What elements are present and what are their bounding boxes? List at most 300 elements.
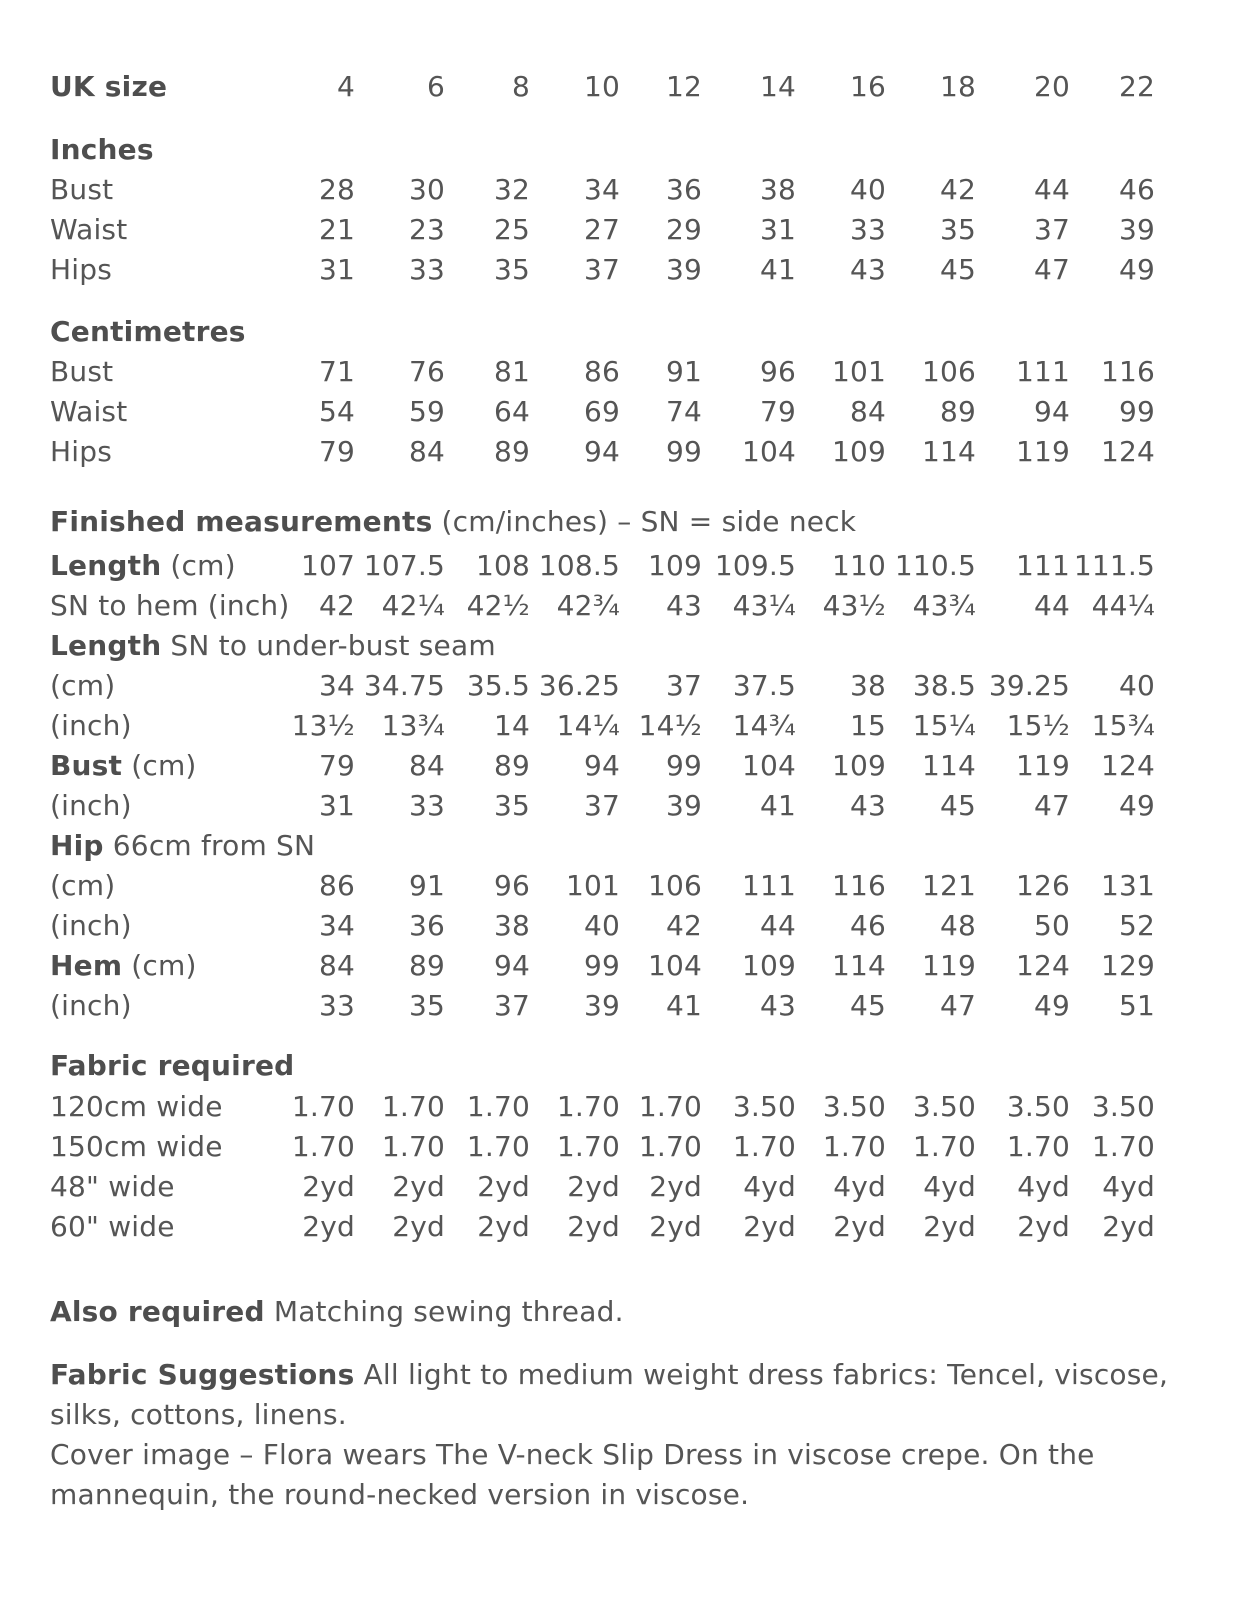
fabric-section-title-row	[0, 1046, 1240, 1086]
row-label	[50, 866, 115, 906]
cell-size-16: 114	[831, 949, 886, 982]
cell-size-12: 99	[665, 435, 702, 468]
row-label-text: SN to under-bust seam	[161, 629, 496, 662]
cell-size-16: 84	[849, 395, 886, 428]
cell-size-4: 31	[318, 789, 355, 822]
cell-size-16: 43	[849, 789, 886, 822]
cell-size-16: 116	[831, 869, 886, 902]
cell-size-22: 3.50	[1091, 1090, 1155, 1123]
cell-size-6: 42¼	[381, 589, 445, 622]
cell-size-8: 35.5	[466, 669, 530, 702]
cell-size-16: 46	[849, 909, 886, 942]
cell-size-4: 34	[318, 669, 355, 702]
cell-size-12: 106	[647, 869, 702, 902]
row-label	[50, 432, 112, 472]
cell-size-14: 3.50	[732, 1090, 796, 1123]
row-label	[50, 826, 315, 866]
cell-size-20: 47	[1033, 789, 1070, 822]
cell-size-12: 39	[665, 253, 702, 286]
cell-size-6: 107.5	[363, 549, 445, 582]
row-label-text: 150cm wide	[50, 1130, 223, 1163]
centimetres-section-title-row	[0, 312, 1240, 352]
cell-size-6: 33	[408, 253, 445, 286]
cell-size-16: 43½	[822, 589, 886, 622]
cell-size-20: 111	[1015, 549, 1070, 582]
cell-size-4: 28	[318, 173, 355, 206]
fabric-suggestions-bold: Fabric Suggestions	[50, 1358, 355, 1391]
cell-size-20: 44	[1033, 589, 1070, 622]
cell-size-20: 4yd	[1017, 1170, 1070, 1203]
cell-size-16: 1.70	[822, 1130, 886, 1163]
row-label-text: Hips	[50, 435, 112, 468]
fabric-row	[0, 1087, 1240, 1127]
cell-size-18: 114	[921, 749, 976, 782]
cell-size-6: 2yd	[392, 1170, 445, 1203]
cell-size-18: 89	[939, 395, 976, 428]
cell-size-22: 111.5	[1073, 549, 1155, 582]
cell-size-8: 25	[493, 213, 530, 246]
cell-size-12: 41	[665, 989, 702, 1022]
cell-size-12: 2yd	[649, 1210, 702, 1243]
row-label	[50, 666, 115, 706]
cell-size-4: 71	[318, 355, 355, 388]
row-label-text: (cm)	[161, 549, 236, 582]
cell-size-6: 33	[408, 789, 445, 822]
cell-size-12: 2yd	[649, 1170, 702, 1203]
cell-size-22: 99	[1118, 395, 1155, 428]
cell-size-18: 45	[939, 789, 976, 822]
cell-size-10: 94	[583, 749, 620, 782]
row-label	[50, 1207, 175, 1247]
cell-size-12: 37	[665, 669, 702, 702]
cell-size-12: 109	[647, 549, 702, 582]
cell-size-22: 49	[1118, 253, 1155, 286]
cell-size-20: 37	[1033, 213, 1070, 246]
cell-size-14: 38	[759, 173, 796, 206]
cell-size-8: 2yd	[477, 1210, 530, 1243]
cell-size-8: 64	[493, 395, 530, 428]
cell-size-12: 29	[665, 213, 702, 246]
finished-row	[0, 946, 1240, 986]
finished-row	[0, 746, 1240, 786]
cell-size-22: 49	[1118, 789, 1155, 822]
cell-size-20: 47	[1033, 253, 1070, 286]
cell-size-6: 35	[408, 989, 445, 1022]
cell-size-20: 50	[1033, 909, 1070, 942]
cell-size-4: 31	[318, 253, 355, 286]
cell-size-6: 13¾	[381, 709, 445, 742]
row-label	[50, 746, 197, 786]
row-label-bold: Length	[50, 549, 162, 582]
row-label-text: Waist	[50, 395, 128, 428]
cell-size-4: 21	[318, 213, 355, 246]
also-required-text: Matching sewing thread.	[264, 1295, 624, 1328]
row-label	[50, 1087, 223, 1127]
cell-size-18: 110.5	[894, 549, 976, 582]
cell-size-20: 15½	[1006, 709, 1070, 742]
cell-size-4: 2yd	[302, 1210, 355, 1243]
cell-size-20: 124	[1015, 949, 1070, 982]
cell-size-16: 2yd	[833, 1210, 886, 1243]
cell-size-18: 114	[921, 435, 976, 468]
cell-size-12: 74	[665, 395, 702, 428]
size-col-7: 16	[849, 70, 886, 103]
cell-size-14: 41	[759, 253, 796, 286]
cell-size-6: 1.70	[381, 1130, 445, 1163]
cell-size-6: 59	[408, 395, 445, 428]
cell-size-20: 94	[1033, 395, 1070, 428]
cell-size-6: 23	[408, 213, 445, 246]
cell-size-20: 2yd	[1017, 1210, 1070, 1243]
finished-row	[0, 986, 1240, 1026]
cell-size-10: 39	[583, 989, 620, 1022]
cell-size-20: 126	[1015, 869, 1070, 902]
cell-size-8: 1.70	[466, 1130, 530, 1163]
cell-size-22: 51	[1118, 989, 1155, 1022]
cell-size-16: 101	[831, 355, 886, 388]
cell-size-10: 101	[565, 869, 620, 902]
uk-size-header-row	[0, 67, 1240, 107]
finished-title-bold: Finished measurements	[50, 505, 433, 538]
row-label	[50, 946, 197, 986]
finished-row	[0, 786, 1240, 826]
fabric-suggestions-note	[50, 1355, 1190, 1435]
cell-size-8: 94	[493, 949, 530, 982]
finished-row	[0, 866, 1240, 906]
cell-size-18: 119	[921, 949, 976, 982]
cell-size-10: 99	[583, 949, 620, 982]
cell-size-4: 79	[318, 435, 355, 468]
cell-size-8: 96	[493, 869, 530, 902]
cell-size-22: 124	[1100, 435, 1155, 468]
row-label-text: 120cm wide	[50, 1090, 223, 1123]
cell-size-18: 38.5	[912, 669, 976, 702]
size-col-4: 10	[583, 70, 620, 103]
cell-size-12: 42	[665, 909, 702, 942]
cell-size-16: 15	[849, 709, 886, 742]
row-label	[50, 546, 236, 586]
cell-size-10: 36.25	[538, 669, 620, 702]
cover-image-note: Cover image – Flora wears The V-neck Slip Dress in viscose crepe. On the mannequin, the round-necked version in viscose.	[50, 1438, 1095, 1511]
cell-size-22: 129	[1100, 949, 1155, 982]
cell-size-18: 2yd	[923, 1210, 976, 1243]
row-label-text: (inch)	[50, 709, 132, 742]
cell-size-14: 43¼	[732, 589, 796, 622]
inches-section-title-row	[0, 130, 1240, 170]
cell-size-4: 86	[318, 869, 355, 902]
cell-size-8: 89	[493, 749, 530, 782]
cell-size-4: 34	[318, 909, 355, 942]
cell-size-8: 38	[493, 909, 530, 942]
row-label-text: Bust	[50, 173, 114, 206]
cell-size-8: 89	[493, 435, 530, 468]
cell-size-14: 4yd	[743, 1170, 796, 1203]
cell-size-10: 40	[583, 909, 620, 942]
fabric-row	[0, 1127, 1240, 1167]
size-col-5: 12	[665, 70, 702, 103]
cell-size-10: 42¾	[556, 589, 620, 622]
size-col-10: 22	[1118, 70, 1155, 103]
also-required-bold: Also required	[50, 1295, 265, 1328]
size-col-9: 20	[1033, 70, 1070, 103]
size-col-3: 8	[511, 70, 530, 103]
cell-size-12: 99	[665, 749, 702, 782]
cell-size-12: 1.70	[638, 1090, 702, 1123]
cell-size-22: 15¾	[1091, 709, 1155, 742]
cell-size-8: 81	[493, 355, 530, 388]
row-label	[50, 706, 132, 746]
row-label	[50, 210, 127, 250]
row-label-text: (cm)	[50, 869, 116, 902]
cell-size-10: 94	[583, 435, 620, 468]
cell-size-16: 4yd	[833, 1170, 886, 1203]
row-label-bold: Bust	[50, 749, 123, 782]
fabric-row	[0, 1207, 1240, 1247]
cell-size-18: 43¾	[912, 589, 976, 622]
finished-section-title	[50, 502, 856, 542]
size-col-1: 4	[336, 70, 355, 103]
cell-size-16: 40	[849, 173, 886, 206]
cell-size-6: 84	[408, 435, 445, 468]
cell-size-20: 119	[1015, 749, 1070, 782]
cell-size-14: 111	[741, 869, 796, 902]
cell-size-14: 44	[759, 909, 796, 942]
cell-size-20: 39.25	[988, 669, 1070, 702]
row-label-text: (cm)	[122, 749, 197, 782]
fabric-section-title: Fabric required	[50, 1049, 295, 1082]
cell-size-4: 107	[300, 549, 355, 582]
cell-size-14: 109	[741, 949, 796, 982]
cell-size-10: 27	[583, 213, 620, 246]
cell-size-14: 79	[759, 395, 796, 428]
cell-size-14: 41	[759, 789, 796, 822]
cell-size-14: 14¾	[732, 709, 796, 742]
cell-size-20: 49	[1033, 989, 1070, 1022]
row-label-bold: Hip	[50, 829, 104, 862]
cell-size-22: 2yd	[1102, 1210, 1155, 1243]
cell-size-6: 36	[408, 909, 445, 942]
cell-size-4: 54	[318, 395, 355, 428]
cell-size-22: 46	[1118, 173, 1155, 206]
cell-size-8: 108	[475, 549, 530, 582]
cell-size-22: 124	[1100, 749, 1155, 782]
inches-row	[0, 170, 1240, 210]
cell-size-6: 30	[408, 173, 445, 206]
row-label	[50, 352, 113, 392]
cell-size-20: 111	[1015, 355, 1070, 388]
row-label-text: Hips	[50, 253, 112, 286]
row-label-bold: Length	[50, 629, 162, 662]
fabric-row	[0, 1167, 1240, 1207]
cell-size-22: 131	[1100, 869, 1155, 902]
cell-size-10: 2yd	[567, 1210, 620, 1243]
finished-row	[0, 626, 1240, 666]
also-required-note	[50, 1292, 1190, 1332]
row-label	[50, 586, 290, 626]
cell-size-8: 35	[493, 789, 530, 822]
cell-size-10: 69	[583, 395, 620, 428]
cell-size-14: 109.5	[714, 549, 796, 582]
row-label-text: 48" wide	[50, 1170, 175, 1203]
uk-size-label: UK size	[50, 70, 168, 103]
row-label	[50, 170, 113, 210]
cell-size-12: 14½	[638, 709, 702, 742]
row-label	[50, 786, 132, 826]
cell-size-6: 76	[408, 355, 445, 388]
cm-row	[0, 352, 1240, 392]
cell-size-18: 48	[939, 909, 976, 942]
cell-size-8: 37	[493, 989, 530, 1022]
cell-size-14: 1.70	[732, 1130, 796, 1163]
cell-size-4: 42	[318, 589, 355, 622]
cell-size-18: 15¼	[912, 709, 976, 742]
cell-size-10: 86	[583, 355, 620, 388]
cell-size-4: 1.70	[291, 1130, 355, 1163]
row-label	[50, 1167, 175, 1207]
cell-size-6: 91	[408, 869, 445, 902]
cm-row	[0, 432, 1240, 472]
cell-size-12: 36	[665, 173, 702, 206]
cell-size-22: 39	[1118, 213, 1155, 246]
finished-title-rest: (cm/inches) – SN = side neck	[432, 505, 857, 538]
cell-size-16: 109	[831, 749, 886, 782]
cell-size-14: 96	[759, 355, 796, 388]
size-col-6: 14	[759, 70, 796, 103]
cell-size-6: 2yd	[392, 1210, 445, 1243]
inches-section-title: Inches	[50, 133, 154, 166]
cell-size-10: 37	[583, 253, 620, 286]
cell-size-6: 84	[408, 749, 445, 782]
cell-size-8: 35	[493, 253, 530, 286]
cell-size-10: 1.70	[556, 1130, 620, 1163]
cell-size-8: 1.70	[466, 1090, 530, 1123]
row-label-text: (inch)	[50, 909, 132, 942]
cell-size-16: 110	[831, 549, 886, 582]
cell-size-10: 2yd	[567, 1170, 620, 1203]
cell-size-16: 45	[849, 989, 886, 1022]
cell-size-16: 3.50	[822, 1090, 886, 1123]
row-label-text: 66cm from SN	[103, 829, 316, 862]
cell-size-10: 108.5	[538, 549, 620, 582]
cell-size-16: 109	[831, 435, 886, 468]
cell-size-6: 89	[408, 949, 445, 982]
cell-size-4: 33	[318, 989, 355, 1022]
cell-size-14: 31	[759, 213, 796, 246]
cell-size-18: 47	[939, 989, 976, 1022]
cell-size-8: 32	[493, 173, 530, 206]
cell-size-22: 44¼	[1091, 589, 1155, 622]
cell-size-12: 104	[647, 949, 702, 982]
cell-size-22: 4yd	[1102, 1170, 1155, 1203]
cell-size-14: 104	[741, 435, 796, 468]
row-label-text: (cm)	[50, 669, 116, 702]
cell-size-18: 42	[939, 173, 976, 206]
finished-section-title-row	[0, 502, 1240, 542]
row-label-text: (inch)	[50, 989, 132, 1022]
row-label-text: Waist	[50, 213, 128, 246]
cell-size-16: 38	[849, 669, 886, 702]
cell-size-4: 1.70	[291, 1090, 355, 1123]
cell-size-20: 119	[1015, 435, 1070, 468]
row-label-bold: Hem	[50, 949, 123, 982]
cell-size-4: 79	[318, 749, 355, 782]
cell-size-20: 1.70	[1006, 1130, 1070, 1163]
cell-size-10: 37	[583, 789, 620, 822]
cell-size-12: 91	[665, 355, 702, 388]
finished-row	[0, 706, 1240, 746]
cell-size-10: 1.70	[556, 1090, 620, 1123]
cell-size-10: 14¼	[556, 709, 620, 742]
row-label-text: Bust	[50, 355, 114, 388]
cell-size-6: 34.75	[363, 669, 445, 702]
cell-size-4: 13½	[291, 709, 355, 742]
cell-size-20: 44	[1033, 173, 1070, 206]
cell-size-6: 1.70	[381, 1090, 445, 1123]
cell-size-14: 43	[759, 989, 796, 1022]
cell-size-22: 52	[1118, 909, 1155, 942]
cell-size-8: 42½	[466, 589, 530, 622]
row-label-text: (cm)	[122, 949, 197, 982]
cell-size-12: 39	[665, 789, 702, 822]
row-label	[50, 1127, 223, 1167]
cell-size-16: 43	[849, 253, 886, 286]
size-col-8: 18	[939, 70, 976, 103]
row-label	[50, 250, 112, 290]
inches-row	[0, 210, 1240, 250]
cell-size-20: 3.50	[1006, 1090, 1070, 1123]
cm-row	[0, 392, 1240, 432]
cell-size-8: 14	[493, 709, 530, 742]
cell-size-18: 106	[921, 355, 976, 388]
cell-size-12: 43	[665, 589, 702, 622]
finished-row	[0, 906, 1240, 946]
cell-size-10: 34	[583, 173, 620, 206]
cell-size-4: 2yd	[302, 1170, 355, 1203]
finished-row	[0, 826, 1240, 866]
cell-size-18: 121	[921, 869, 976, 902]
inches-row	[0, 250, 1240, 290]
row-label	[50, 986, 132, 1026]
row-label	[50, 906, 132, 946]
cell-size-22: 40	[1118, 669, 1155, 702]
cell-size-18: 35	[939, 213, 976, 246]
cell-size-18: 3.50	[912, 1090, 976, 1123]
row-label-text: SN to hem (inch)	[50, 589, 290, 622]
cell-size-14: 2yd	[743, 1210, 796, 1243]
cell-size-14: 37.5	[732, 669, 796, 702]
fabric-suggestions-text: All light to medium weight dress fabrics: Tencel, viscose, silks, cottons, linens.	[50, 1358, 1169, 1431]
finished-row	[0, 586, 1240, 626]
cell-size-14: 104	[741, 749, 796, 782]
cell-size-22: 116	[1100, 355, 1155, 388]
finished-row	[0, 546, 1240, 586]
size-col-2: 6	[426, 70, 445, 103]
row-label	[50, 392, 127, 432]
cell-size-12: 1.70	[638, 1130, 702, 1163]
row-label	[50, 626, 496, 666]
cell-size-4: 84	[318, 949, 355, 982]
centimetres-section-title: Centimetres	[50, 315, 246, 348]
cell-size-22: 1.70	[1091, 1130, 1155, 1163]
finished-row	[0, 666, 1240, 706]
cell-size-18: 4yd	[923, 1170, 976, 1203]
row-label-text: 60" wide	[50, 1210, 175, 1243]
cell-size-18: 1.70	[912, 1130, 976, 1163]
row-label-text: (inch)	[50, 789, 132, 822]
cell-size-8: 2yd	[477, 1170, 530, 1203]
cell-size-18: 45	[939, 253, 976, 286]
cell-size-16: 33	[849, 213, 886, 246]
